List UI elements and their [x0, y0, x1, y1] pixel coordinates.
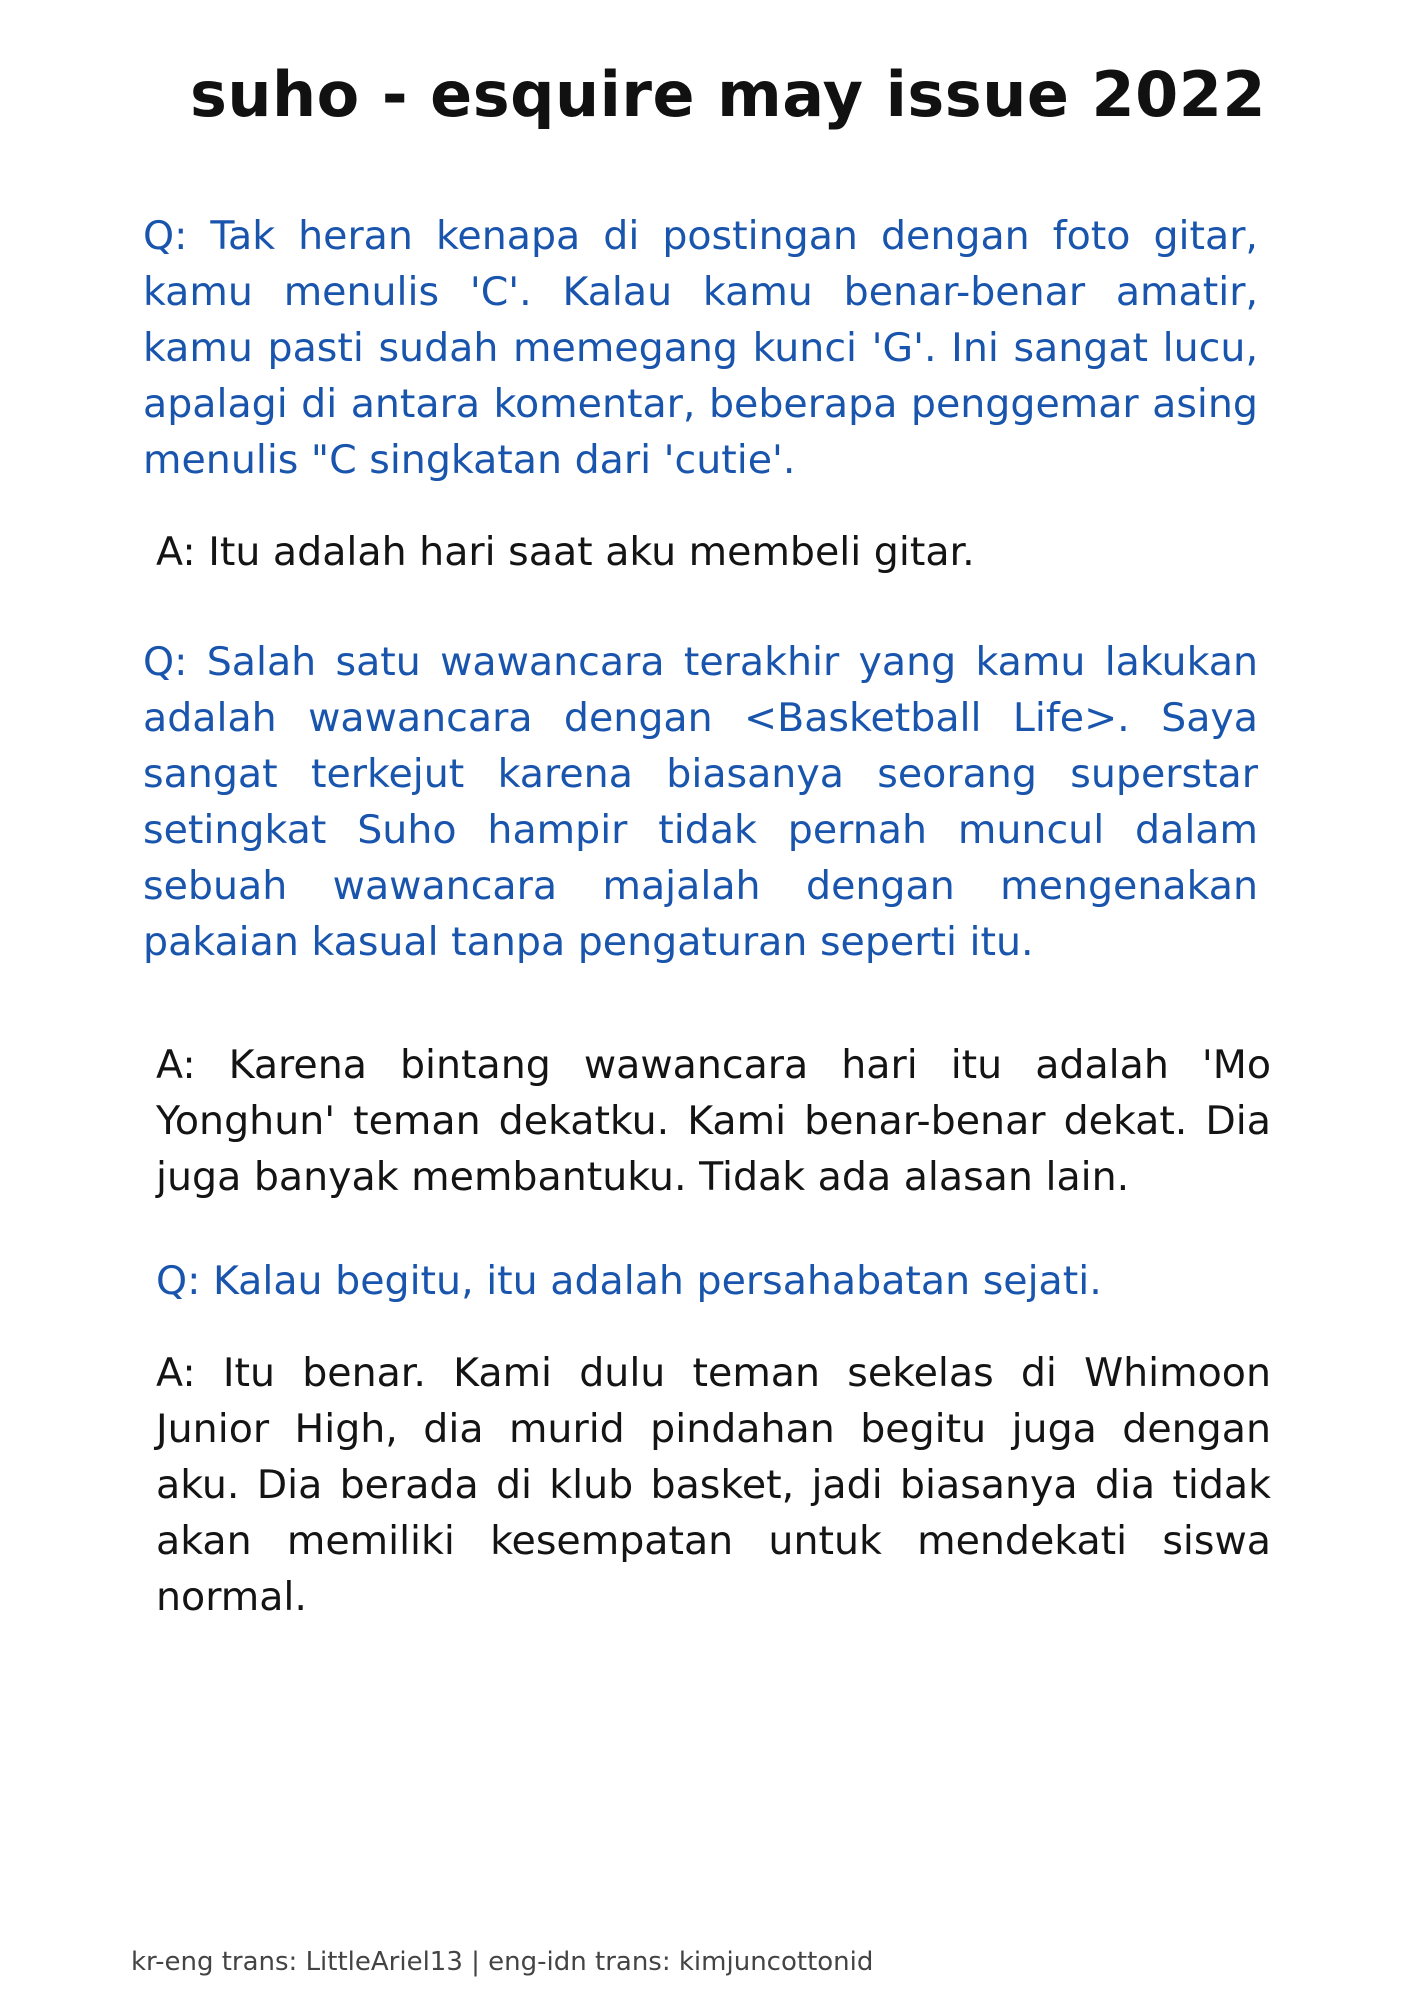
question-3: Q: Kalau begitu, itu adalah persahabatan sejati.	[156, 1258, 1102, 1304]
page-title: suho - esquire may issue 2022	[190, 58, 1267, 131]
answer-2: A: Karena bintang wawancara hari itu adalah 'Mo Yonghun' teman dekatku. Kami benar-benar dekat. Dia juga banyak membantuku. Tidak ada alasan lain.	[156, 1042, 1271, 1200]
question-2: Q: Salah satu wawancara terakhir yang kamu lakukan adalah wawancara dengan <Basketball Life>. Saya sangat terkejut karena biasanya seorang superstar setingkat Suho hampir tidak pernah muncul dalam sebuah wawancara majalah dengan mengenakan pakaian kasual tanpa pengaturan seperti itu.	[143, 639, 1258, 965]
answer-3: A: Itu benar. Kami dulu teman sekelas di Whimoon Junior High, dia murid pindahan begitu juga dengan aku. Dia berada di klub basket, jadi biasanya dia tidak akan memiliki kesempatan untuk mendekati siswa normal.	[156, 1350, 1271, 1620]
answer-1: A: Itu adalah hari saat aku membeli gitar.	[156, 529, 975, 575]
translation-credit: kr-eng trans: LittleAriel13 | eng-idn trans: kimjuncottonid	[131, 1947, 874, 1977]
question-1: Q: Tak heran kenapa di postingan dengan foto gitar, kamu menulis 'C'. Kalau kamu benar-benar amatir, kamu pasti sudah memegang kunci 'G'. Ini sangat lucu, apalagi di antara komentar, beberapa penggemar asing menulis "C singkatan dari 'cutie'.	[143, 213, 1258, 483]
